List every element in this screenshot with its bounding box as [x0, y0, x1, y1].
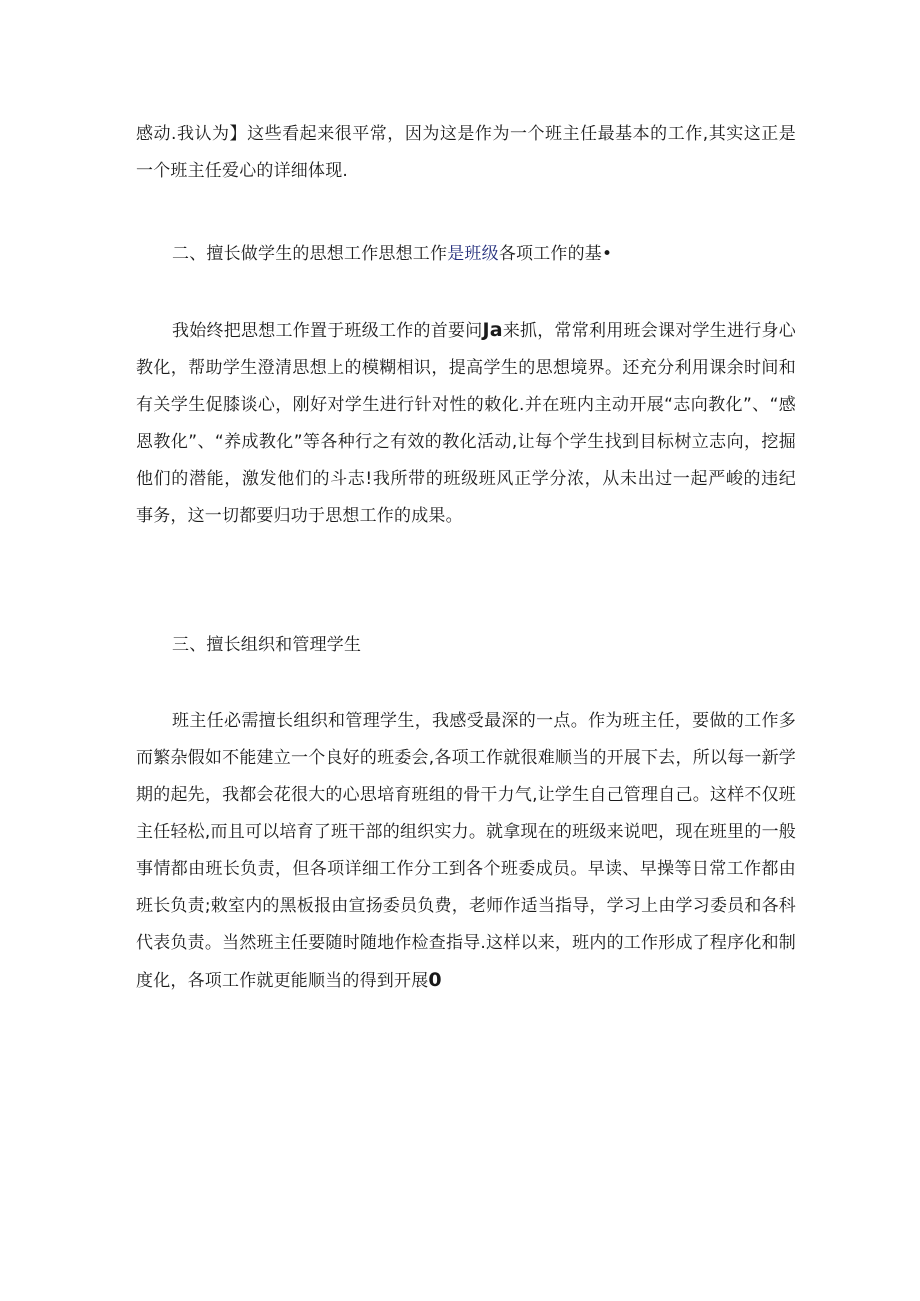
paragraph-2	[136, 312, 796, 535]
paragraph-2-text-bold: Ja	[482, 319, 503, 341]
section-heading-2	[172, 236, 812, 273]
paragraph-3-text-a: 班主任必需擅长组织和管理学生，我感受最深的一点。作为班主任，要做的工作多而繁杂假如不能建立一个良好的班委会,各项工作就很难顺当的开展下去，所以每一新学期的起先，我都会花很大的心思培育班组的骨干力气,让学生自己管理自己。这样不仅班主任轻松,而且可以培育了班干部的组织实力。就拿现在的班级来说吧，现在班里的一般事情都由班长负责，但各项详细工作分工到各个班委成员。早读、早操等日常工作都由班长负责;敕室内的黑板报由宣扬委员负费，老师作适当指导，学习上由学习委员和各科代表负责。当然班主任要随时随地作检查指导.这样以来，班内的工作形成了程序化和制度化，各项工作就更能顺当的得到开展	[136, 711, 796, 991]
paragraph-1	[136, 116, 796, 190]
paragraph-3-text-bold: 0	[428, 969, 442, 991]
paragraph-3	[136, 703, 796, 1000]
heading-2-text-b: 各项工作的基•	[498, 244, 613, 264]
heading-3-text: 三、擅长组织和管理学生	[172, 635, 362, 655]
section-heading-3	[172, 627, 812, 664]
paragraph-2-text-a: 我始终把思想工作置于班级工作的首要问	[172, 321, 483, 341]
paragraph-2-text-b: 来抓，常常利用班会课对学生进行身心教化，帮助学生澄清思想上的模糊相识，提高学生的思想境界。还充分利用课余时间和有关学生促膝谈心，刚好对学生进行针对性的敕化.并在班内主动开展“志向教化”、“感恩教化”、“养成教化”等各种行之有效的教化活动,让每个学生找到目标树立志向，挖掘他们的潜能，激发他们的斗志!我所带的班级班风正学分浓，从未出过一起严峻的违纪事务，这一切都要归功于思想工作的成果。	[136, 321, 796, 526]
heading-2-text-highlight: 是班级	[447, 244, 499, 264]
paragraph-1-text: 感动.我认为】这些看起来很平常，因为这是作为一个班主任最基本的工作,其实这正是一个班主任爱心的详细体现.	[136, 124, 796, 181]
heading-2-text-a: 二、擅长做学生的思想工作思想工作	[172, 244, 448, 264]
